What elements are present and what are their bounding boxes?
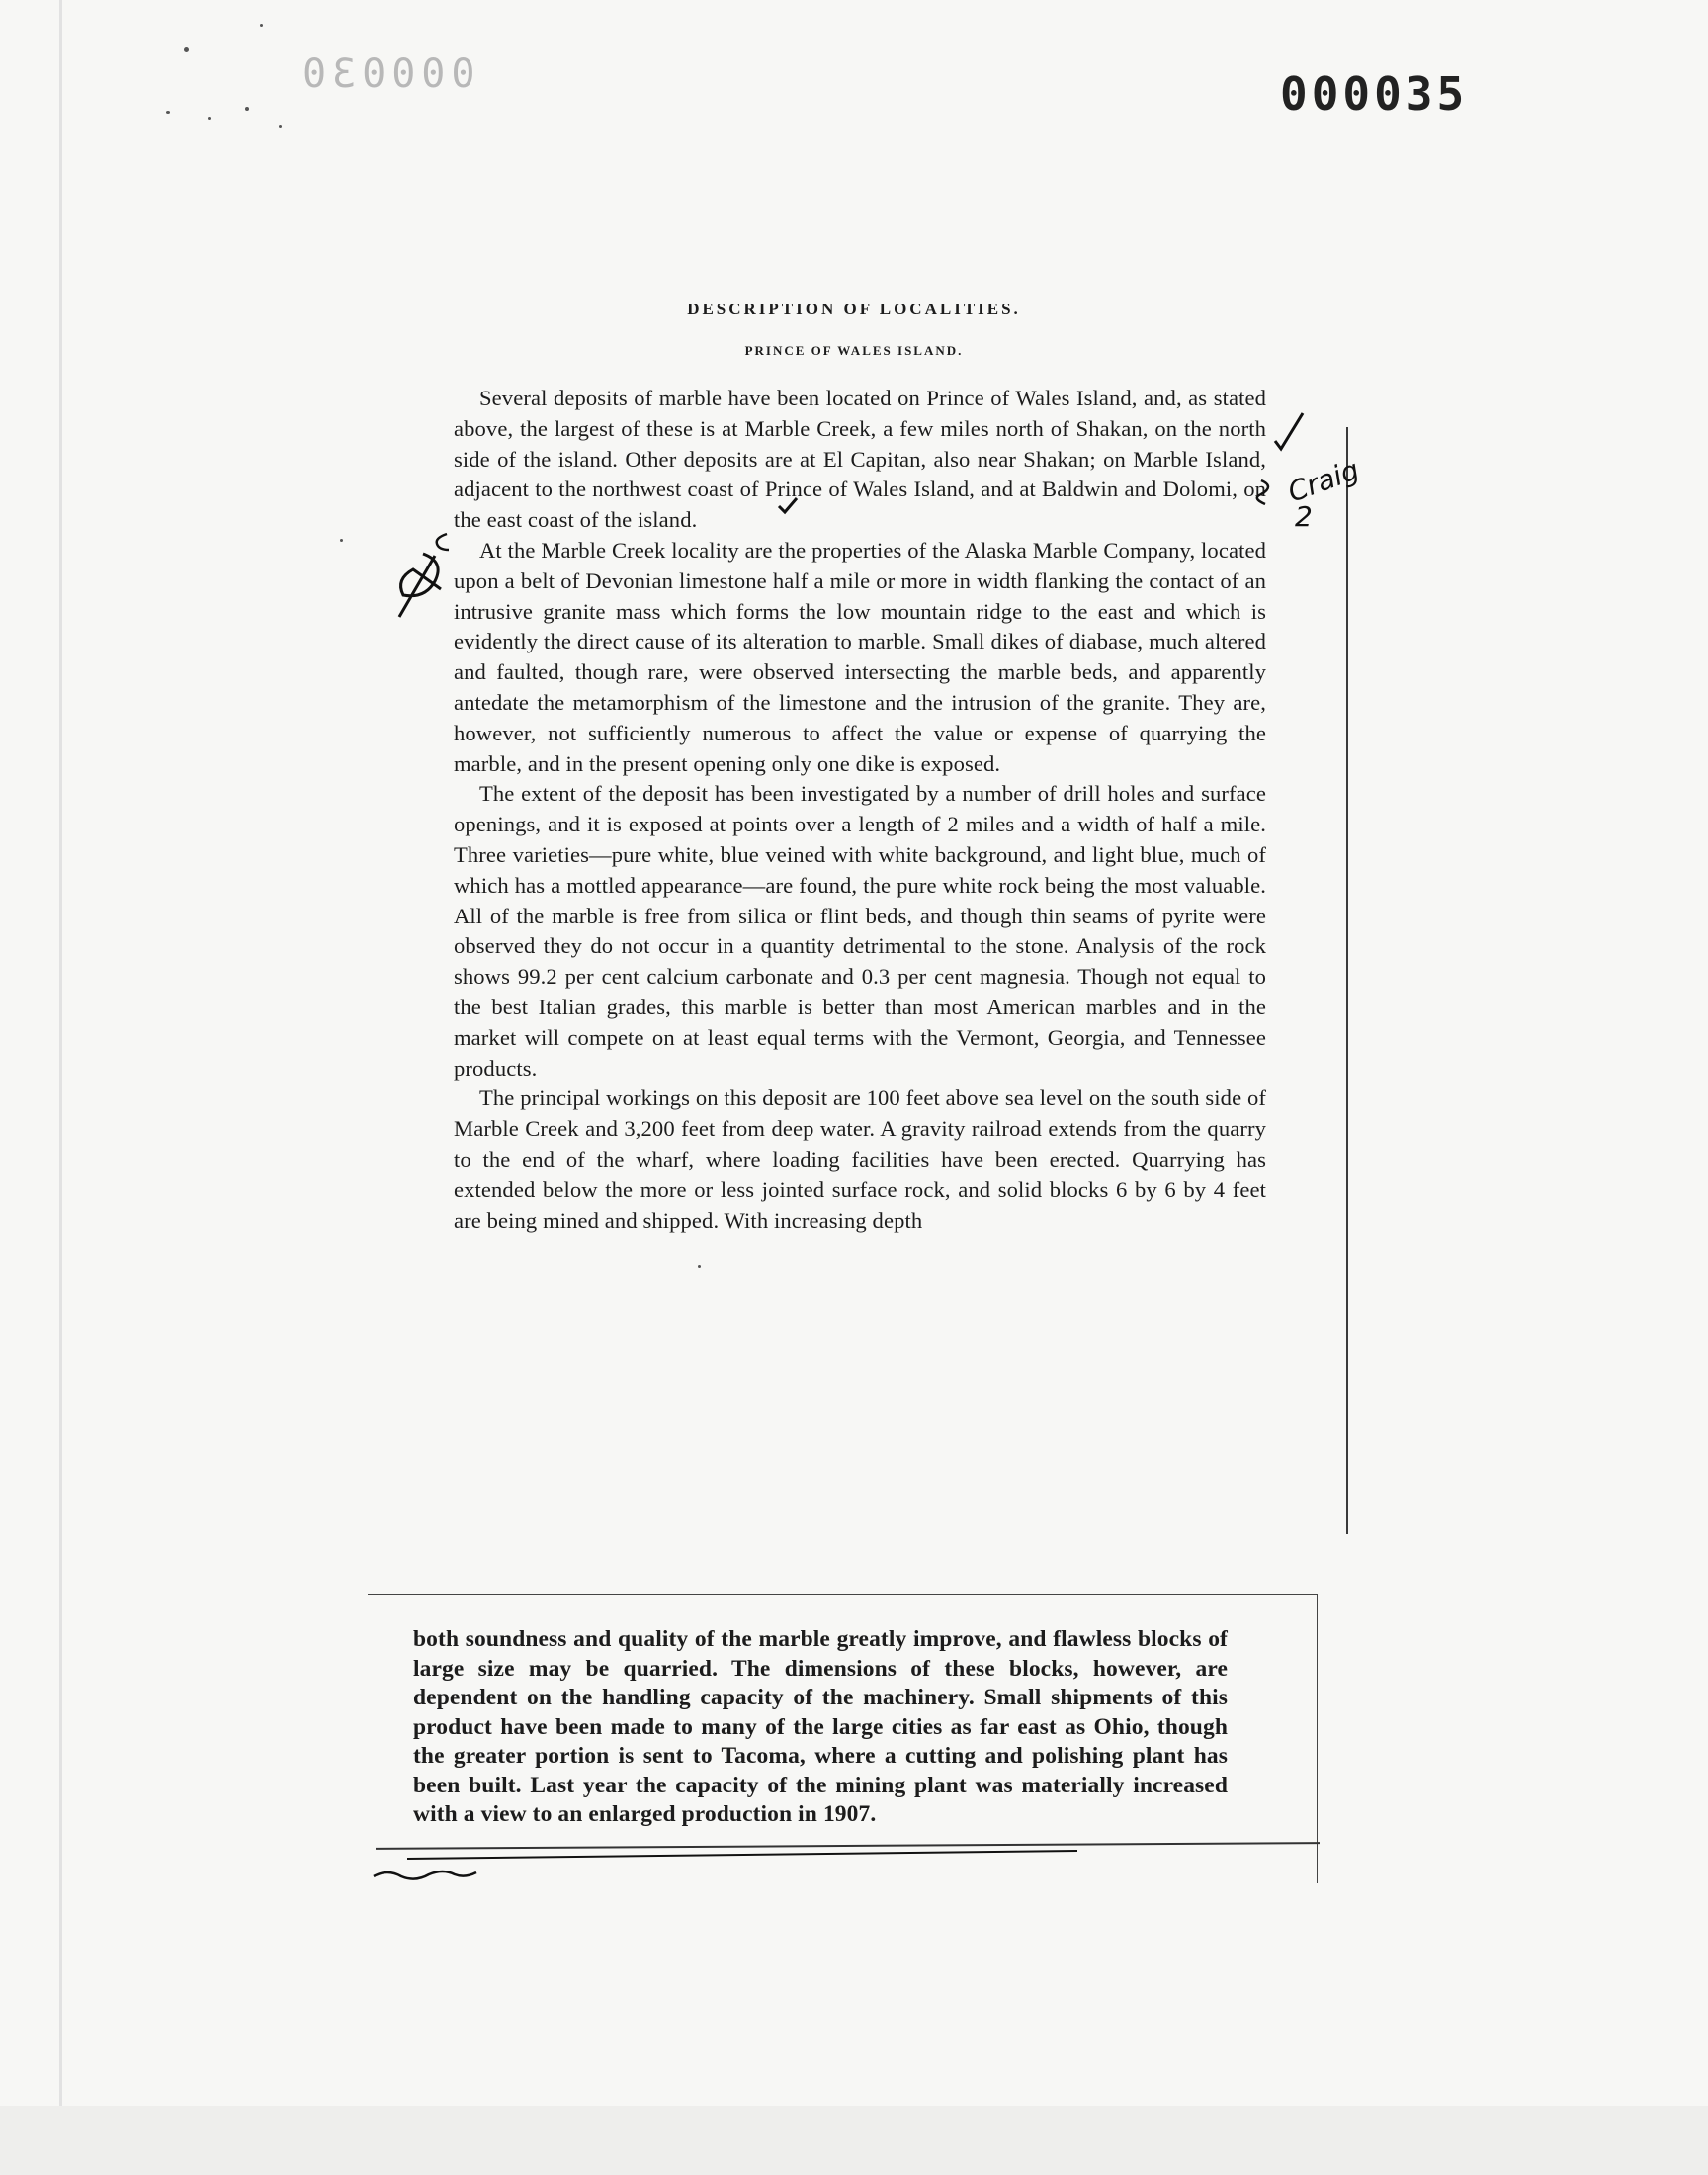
faded-stamp-number: 000030 bbox=[297, 51, 475, 97]
margin-note-number: 2 bbox=[1295, 500, 1313, 533]
clipping-paragraph: both soundness and quality of the marble greatly improve, and flawless blocks of large size may be quarried. The dimensions of these blocks, however, are dependent on the handling capacity of the machinery. Small shipments of this product have been made to many of the large cities as far east as Ohio, though the greater portion is sent to Tacoma, where a cutting and polishing plant has been built. Last year the capacity of the mining plant was materially increased with a view to an enlarged production in 1907. bbox=[413, 1626, 1228, 1827]
check-mark-icon bbox=[779, 498, 797, 512]
paragraph: Several deposits of marble have been located on Prince of Wales Island, and, as stated above, the largest of these is at Marble Creek, a few miles north of Shakan, on the north side of the island. Other deposits are at El Capitan, also near Shakan; on Marble Island, adjacent to the northwest coast of Prince of Wales Island, and at Baldwin and Dolomi, on the east coast of the island. bbox=[454, 386, 1266, 533]
section-heading: DESCRIPTION OF LOCALITIES. bbox=[687, 300, 1021, 318]
underline-mark-icon bbox=[407, 1851, 1077, 1859]
squiggle-mark-icon bbox=[374, 1871, 476, 1879]
paragraph: The extent of the deposit has been investigated by a number of drill holes and surface openings, and it is exposed at points over a length of 2 miles and a width of half a mile. Three varieties—pure white, blue veined with white background, and light blue, much of which has a mottled appearance—are found, the pure white rock being the most valuable. All of the marble is free from silica or flint beds, and though thin seams of pyrite were observed they do not occur in a quantity detrimental to the stone. Analysis of the rock shows 99.2 per cent calcium carbonate and 0.3 per cent magnesia. Though not equal to the best Italian grades, this marble is better than most American marbles and in the market will compete on at least equal terms with the Vermont, Georgia, and Tennessee products. bbox=[454, 781, 1266, 1081]
bracket-mark-icon bbox=[1257, 480, 1268, 504]
page-stamp-number: 000035 bbox=[1280, 67, 1469, 121]
check-mark-icon bbox=[1275, 413, 1303, 449]
paragraph: At the Marble Creek locality are the properties of the Alaska Marble Company, located upon a belt of Devonian limestone half a mile or more in width flanking the contact of an intrusive granite mass which forms the low mountain ridge to the east and which is evidently the direct cause of its alteration to marble. Small dikes of diabase, much altered and faulted, though rare, were observed intersecting the marble beds, and apparently antedate the metamorphism of the limestone and the intrusion of the granite. They are, however, not sufficiently numerous to affect the value or expense of quarrying the marble, and in the present opening only one dike is exposed. bbox=[454, 537, 1266, 776]
paragraph: The principal workings on this deposit are 100 feet above sea level on the south side of Marble Creek and 3,200 feet from deep water. A gravity railroad extends from the quarry to the end of the wharf, where loading facilities have been erected. Quarrying has extended below the more or less jointed surface rock, and solid blocks 6 by 6 by 4 feet are being mined and shipped. With increasing depth bbox=[454, 1086, 1266, 1233]
margin-note-name: Craig bbox=[1283, 453, 1364, 509]
paragraph-mark-icon bbox=[399, 554, 441, 617]
subsection-heading: PRINCE OF WALES ISLAND. bbox=[744, 343, 964, 358]
bracket-mark-icon bbox=[437, 534, 449, 550]
